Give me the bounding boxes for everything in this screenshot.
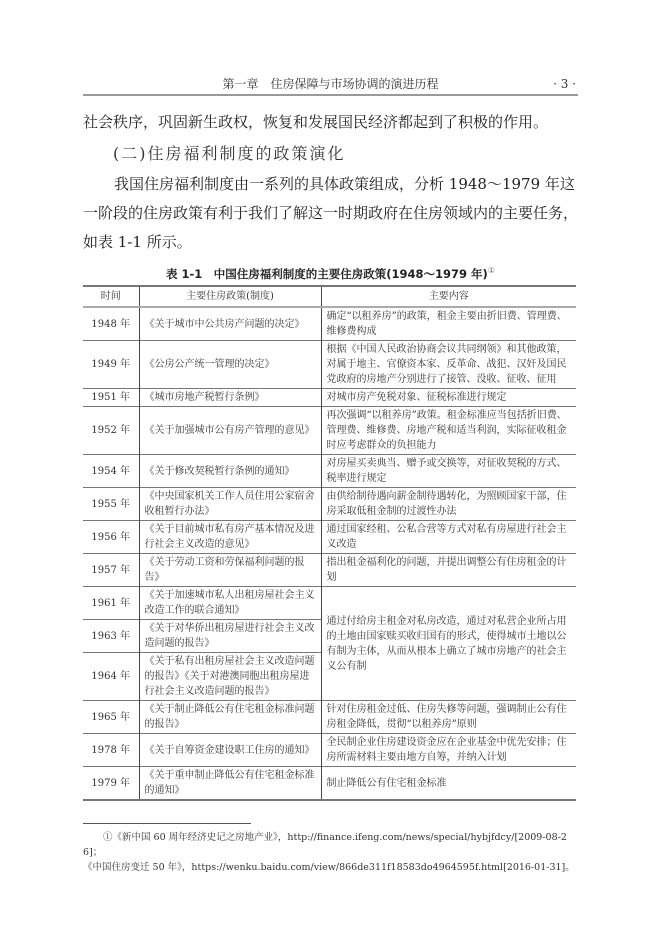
table-row xyxy=(83,521,576,554)
row-year: 1957 年 xyxy=(83,554,139,587)
row-policy: 《关于重申制止降低公有住宅租金标准的通知》 xyxy=(139,767,321,801)
table-caption xyxy=(83,265,578,283)
table-row xyxy=(83,734,576,767)
row-policy: 《关于私有出租房屋社会主义改造问题的报告》《关于对港澳同胞出租房屋进行社会主义改造问题的报告》 xyxy=(139,653,321,701)
row-year: 1955 年 xyxy=(83,488,139,521)
page-number: · 3 · xyxy=(553,77,576,91)
table-row xyxy=(83,407,576,455)
header-content: 主要内容 xyxy=(321,286,576,307)
table-row xyxy=(83,455,576,488)
row-content: 由供给制待遇向薪金制待遇转化，为照顾国家干部，住房采取低租金制的过渡性办法 xyxy=(321,488,576,521)
table-row xyxy=(83,701,576,734)
row-content: 指出租金福利化的问题，并提出调整公有住房租金的计划 xyxy=(321,554,576,587)
row-policy: 《关于加速城市私人出租房屋社会主义改造工作的联合通知》 xyxy=(139,587,321,620)
row-content: 通过国家经租、公私合营等方式对私有房屋进行社会主义改造 xyxy=(321,521,576,554)
row-content: 再次强调“以租养房”政策。租金标准应当包括折旧费、管理费、维修费、房地产税和适当利润，实际征收租金时应考虑群众的负担能力 xyxy=(321,407,576,455)
table-row xyxy=(83,554,576,587)
footnote-ref[interactable]: ① xyxy=(487,266,495,276)
row-year: 1965 年 xyxy=(83,701,139,734)
table-caption-text: 表 1-1 中国住房福利制度的主要住房政策(1948～1979 年) xyxy=(166,267,488,281)
row-policy: 《公房公产统一管理的决定》 xyxy=(139,341,321,389)
table-row xyxy=(83,587,576,620)
row-policy: 《关于对华侨出租房屋进行社会主义改造问题的报告》 xyxy=(139,620,321,653)
row-policy: 《城市房地产税暂行条例》 xyxy=(139,389,321,407)
row-content: 对房屋买卖典当、赠予或交换等，对征收契税的方式、税率进行规定 xyxy=(321,455,576,488)
row-year: 1956 年 xyxy=(83,521,139,554)
row-content: 制止降低公有住宅租金标准 xyxy=(321,767,576,801)
row-content: 全民制企业住房建设资金应在企业基金中优先安排；住房所需材料主要由地方自筹，并纳入计划 xyxy=(321,734,576,767)
footnote-line-1: ①《新中国 60 周年经济史记之房地产业》，http://finance.ifeng.com/news/special/hybjfdcy/[2009-08-26]； xyxy=(83,832,567,858)
row-year: 1979 年 xyxy=(83,767,139,801)
table-header-row xyxy=(83,286,576,307)
row-policy: 《关于修改契税暂行条例的通知》 xyxy=(139,455,321,488)
row-year: 1961 年 xyxy=(83,587,139,620)
section-heading: (二)住房福利制度的政策演化 xyxy=(113,144,346,163)
row-year: 1949 年 xyxy=(83,341,139,389)
row-content: 针对住房租金过低、住房失修等问题，强调制止公有住房租金降低，贯彻“以租养房”原则 xyxy=(321,701,576,734)
table-row xyxy=(83,767,576,801)
table-row xyxy=(83,307,576,341)
row-year: 1978 年 xyxy=(83,734,139,767)
header-time: 时间 xyxy=(83,286,139,307)
row-policy: 《关于劳动工资和劳保福利问题的报告》 xyxy=(139,554,321,587)
row-policy: 《关于制止降低公有住宅租金标准问题的报告》 xyxy=(139,701,321,734)
header-policy: 主要住房政策(制度) xyxy=(139,286,321,307)
row-policy: 《关于目前城市私有房产基本情况及进行社会主义改造的意见》 xyxy=(139,521,321,554)
footnote xyxy=(83,830,578,875)
row-year: 1948 年 xyxy=(83,307,139,341)
row-year: 1954 年 xyxy=(83,455,139,488)
table-row xyxy=(83,389,576,407)
table-row xyxy=(83,341,576,389)
row-policy: 《关于加强城市公有房产管理的意见》 xyxy=(139,407,321,455)
paragraph-1: 社会秩序，巩固新生政权，恢复和发展国民经济都起到了积极的作用。 xyxy=(83,113,549,131)
row-policy: 《中央国家机关工作人员住用公家宿舍收租暂行办法》 xyxy=(139,488,321,521)
row-content: 根据《中国人民政治协商会议共同纲领》和其他政策，对属于地主、官僚资本家、反革命、战犯、汉奸及国民党政府的房地产分别进行了接管、没收、征收、征用 xyxy=(321,341,576,389)
row-content-merged: 通过付给房主租金对私房改造，通过对私营企业所占用的土地由国家赎买收归国有的形式，使得城市土地以公有制为主体，从而从根本上确立了城市房地产的社会主义公有制 xyxy=(321,587,576,701)
chapter-title: 第一章 住房保障与市场协调的演进历程 xyxy=(222,77,439,91)
row-content: 确定“以租养房”的政策，租金主要由折旧费、管理费、维修费构成 xyxy=(321,307,576,341)
table-row xyxy=(83,488,576,521)
policy-table xyxy=(83,285,576,801)
footnote-line-2: 《中国住房变迁 50 年》，https://wenku.baidu.com/view/866de311f18583do4964595f.html[2016-01-31]。 xyxy=(83,862,575,873)
row-content: 对城市房产免税对象、征税标准进行规定 xyxy=(321,389,576,407)
row-year: 1963 年 xyxy=(83,620,139,653)
paragraph-2: 我国住房福利制度由一系列的具体政策组成，分析 1948～1979 年这一阶段的住房政策有利于我们了解这一时期政府在住房领域内的主要任务，如表 1-1 所示。 xyxy=(83,175,579,251)
row-year: 1951 年 xyxy=(83,389,139,407)
row-policy: 《关于自筹资金建设职工住房的通知》 xyxy=(139,734,321,767)
running-head xyxy=(83,75,578,93)
footnote-rule xyxy=(83,823,251,824)
row-year: 1964 年 xyxy=(83,653,139,701)
row-year: 1952 年 xyxy=(83,407,139,455)
row-policy: 《关于城市中公共房产问题的决定》 xyxy=(139,307,321,341)
header-rule xyxy=(83,94,578,96)
